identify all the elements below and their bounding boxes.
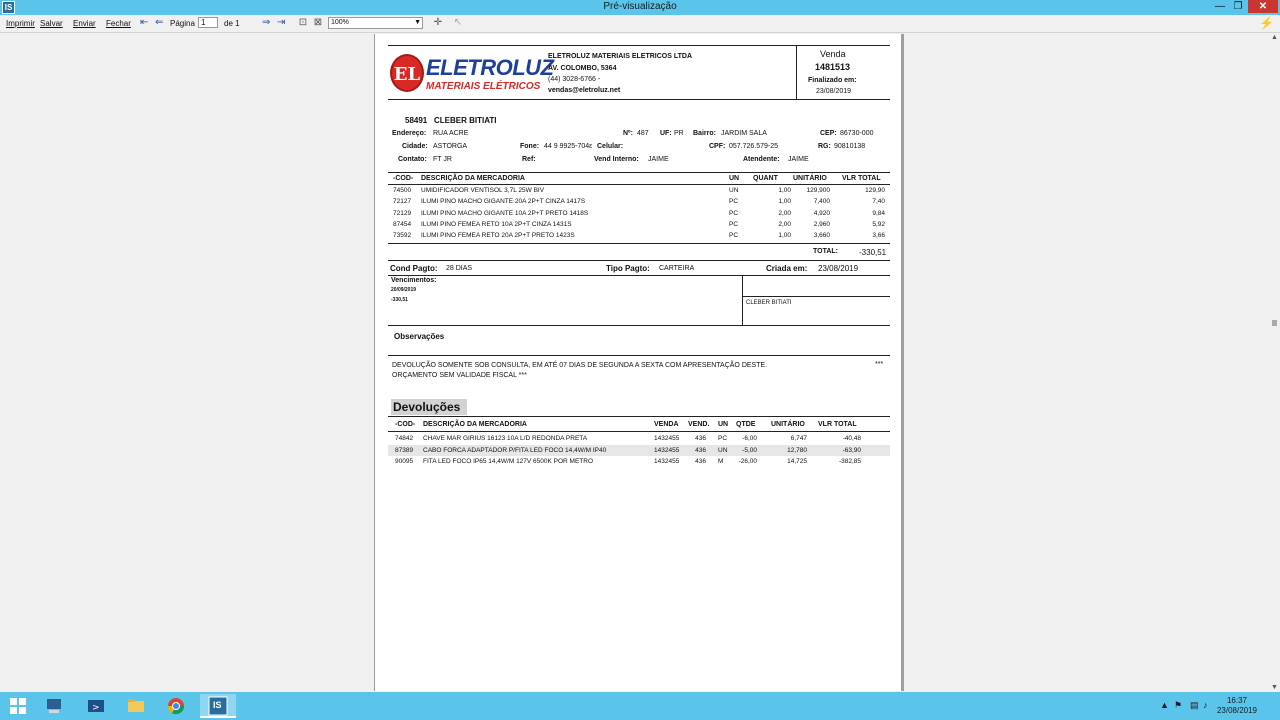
zoom-select[interactable]	[328, 17, 423, 29]
imprimir-button[interactable]: Imprimir	[6, 19, 35, 28]
is-app-label: IS	[213, 700, 222, 710]
dev-venda: 1432455	[654, 435, 680, 442]
flag-icon[interactable]: ⚑	[1174, 700, 1183, 710]
move-icon[interactable]: ✛	[433, 17, 443, 28]
pointer-icon[interactable]: ↖	[453, 17, 463, 28]
cpf-label: CPF:	[709, 143, 726, 150]
company-phone: (44) 3028-6766 -	[548, 76, 601, 83]
item-cod: 74500	[393, 187, 412, 194]
endereco-label: Endereço:	[392, 130, 427, 137]
logo-word: ELETROLUZ	[426, 55, 554, 80]
item-total: 9,84	[872, 209, 885, 217]
vencimento-date: 20/09/2019	[391, 287, 417, 293]
zoom-page-icon[interactable]: ⊡	[298, 17, 308, 28]
dev-col-desc: DESCRIÇÃO DA MERCADORIA	[423, 421, 527, 428]
logo-mark: EL	[393, 64, 421, 85]
items-col-un: UN	[729, 175, 740, 182]
server-manager-icon	[44, 696, 64, 716]
item-quant: 2,00	[778, 209, 791, 217]
dev-vend: 436	[695, 458, 706, 465]
scroll-down-icon[interactable]: ▼	[1271, 684, 1278, 691]
dev-vend: 436	[695, 435, 706, 442]
item-quant: 1,00	[778, 232, 791, 240]
svg-text:>: >	[92, 703, 100, 713]
rg-value: 90810138	[834, 143, 866, 150]
network-icon[interactable]: ▤	[1190, 700, 1199, 710]
numero-label: Nº:	[623, 130, 633, 137]
tipo-pagto-label: Tipo Pagto:	[606, 264, 650, 273]
folder-icon	[126, 696, 146, 716]
rg-label: RG:	[818, 143, 831, 150]
celular-label: Celular:	[597, 143, 624, 150]
uf-label: UF:	[660, 130, 672, 137]
item-quant: 2,00	[778, 220, 791, 228]
dev-col-venda: VENDA	[654, 421, 679, 428]
venda-number: 1481513	[815, 62, 851, 72]
devolucoes-title: Devoluções	[391, 399, 467, 415]
dev-unit: 14,725	[787, 458, 807, 465]
dev-desc: FITA LED FOCO IP65 14,4W/M 127V 6500K POR METRO	[423, 458, 594, 465]
cep-value: 86730-000	[840, 130, 874, 137]
chrome-icon	[166, 696, 186, 716]
item-desc: ILUMI PINO FEMEA RETO 20A 2P+T PRETO 1423S	[421, 232, 575, 240]
vend-interno-value: JAIME	[648, 156, 669, 163]
item-quant: 1,00	[778, 198, 791, 206]
prev-page-icon[interactable]: ⇐	[155, 17, 164, 28]
next-page-icon[interactable]: ⇒	[262, 17, 271, 28]
dev-total: -40,48	[842, 435, 861, 442]
dev-un: PC	[718, 435, 728, 442]
uf-value: PR	[674, 130, 684, 137]
finalizado-label: Finalizado em:	[808, 77, 857, 84]
obs-stars: ***	[875, 361, 884, 368]
numero-value: 487	[637, 130, 649, 137]
item-cod: 72129	[393, 209, 412, 217]
dev-venda: 1432455	[654, 446, 680, 454]
taskbar	[0, 692, 1280, 720]
criada-value: 23/08/2019	[818, 264, 859, 273]
dev-unit: 6,747	[790, 435, 807, 442]
item-un: PC	[729, 220, 739, 228]
dev-qtde: -26,00	[738, 458, 757, 465]
client-name: CLEBER BITIATI	[434, 116, 497, 125]
vertical-scrollbar[interactable]	[1269, 34, 1280, 691]
venda-label: Venda	[820, 49, 846, 59]
last-page-icon[interactable]: ⇥	[277, 17, 286, 28]
first-page-icon[interactable]: ⇤	[140, 17, 149, 28]
obs-label: Observações	[394, 332, 445, 341]
dev-col-cod: -COD-	[395, 421, 416, 428]
dev-un: UN	[718, 446, 728, 454]
item-unit: 129,900	[806, 187, 830, 194]
item-total: 7,40	[872, 198, 885, 206]
finalizado-date: 23/08/2019	[816, 88, 852, 95]
dev-qtde: -5,00	[742, 446, 757, 454]
dev-vend: 436	[695, 446, 706, 454]
taskbar-powershell[interactable]	[78, 694, 114, 718]
company-email: vendas@eletroluz.net	[548, 87, 621, 94]
preview-area	[0, 34, 1280, 691]
obs-line1: DEVOLUÇÃO SOMENTE SOB CONSULTA, EM ATÉ 07 DIAS DE SEGUNDA A SEXTA COM APRESENTAÇÃO DESTE.	[392, 362, 768, 369]
dev-total: -63,90	[842, 446, 861, 454]
items-col-total: VLR TOTAL	[842, 175, 881, 182]
taskbar-chrome[interactable]	[158, 694, 194, 718]
vend-interno-label: Vend Interno:	[594, 156, 639, 163]
total-label: TOTAL:	[813, 248, 839, 255]
clock-time: 16:37	[1226, 696, 1248, 705]
volume-icon[interactable]: ♪	[1203, 700, 1208, 710]
item-desc: UMIDIFICADOR VENTISOL 3,7L 25W BIV	[421, 187, 545, 194]
logo-subtitle: MATERIAIS ELÉTRICOS	[426, 81, 541, 92]
app-icon[interactable]: IS	[2, 1, 15, 14]
items-col-cod: -COD-	[393, 175, 414, 182]
cidade-label: Cidade:	[402, 143, 428, 150]
tray-overflow-icon[interactable]: ▲	[1160, 700, 1169, 710]
contato-label: Contato:	[398, 156, 427, 163]
cidade-value: ASTORGA	[433, 143, 468, 150]
start-button[interactable]	[0, 694, 36, 718]
fone-label: Fone:	[520, 143, 540, 150]
toolbar	[0, 15, 1280, 33]
zoom-width-icon[interactable]: ⊠	[313, 17, 323, 28]
item-un: UN	[729, 187, 739, 194]
windows-icon	[8, 696, 28, 716]
total-value: -330,51	[859, 248, 887, 257]
dev-cod: 87389	[395, 446, 414, 454]
dev-qtde: -6,00	[742, 435, 757, 442]
cep-label: CEP:	[820, 130, 837, 137]
items-col-desc: DESCRIÇÃO DA MERCADORIA	[421, 175, 525, 182]
vencimentos-label: Vencimentos:	[391, 277, 437, 284]
item-unit: 7,400	[813, 198, 830, 206]
dev-cod: 90095	[395, 458, 414, 465]
company-address: AV. COLOMBO, 5364	[548, 65, 617, 72]
dev-col-vend: VEND.	[688, 421, 710, 428]
item-total: 5,92	[872, 220, 885, 228]
contato-value: FT JR	[433, 156, 452, 163]
items-col-quant: QUANT	[753, 175, 778, 182]
item-cod: 72127	[393, 198, 412, 206]
item-un: PC	[729, 198, 739, 206]
window-title: Pré-visualização	[603, 1, 677, 12]
item-desc: ILUMI PINO MACHO GIGANTE 10A 2P+T PRETO 1418S	[421, 209, 589, 217]
bairro-label: Bairro:	[693, 130, 716, 137]
signature-name: CLEBER BITIATI	[746, 300, 792, 306]
atendente-label: Atendente:	[743, 156, 780, 163]
item-unit: 2,960	[813, 220, 830, 228]
taskbar-explorer[interactable]	[118, 694, 154, 718]
item-total: 129,90	[865, 187, 885, 194]
report-page	[374, 34, 904, 691]
ref-label: Ref:	[522, 156, 536, 163]
taskbar-server-manager[interactable]	[36, 694, 72, 718]
tipo-pagto-value: CARTEIRA	[659, 265, 695, 272]
clock-date: 23/08/2019	[1216, 706, 1258, 715]
criada-label: Criada em:	[766, 264, 808, 273]
taskbar-is-app[interactable]	[200, 694, 236, 718]
item-cod: 87454	[393, 220, 412, 228]
maximize-button[interactable]: ❐	[1233, 1, 1243, 12]
clock[interactable]	[1214, 696, 1260, 716]
item-unit: 3,660	[813, 232, 830, 240]
dev-total: -382,85	[838, 458, 861, 465]
item-unit: 4,920	[813, 209, 830, 217]
dev-col-qtde: QTDE	[736, 421, 756, 428]
dev-col-total: VLR TOTAL	[818, 421, 857, 428]
chevron-down-icon[interactable]: ▼	[414, 19, 421, 26]
client-code: 58491	[405, 116, 428, 125]
company-name: ELETROLUZ MATERIAIS ELETRICOS LTDA	[548, 53, 693, 60]
cond-pagto-label: Cond Pagto:	[390, 264, 438, 273]
brand-corner-icon: ⚡	[1259, 16, 1274, 30]
powershell-icon	[86, 696, 106, 716]
item-desc: ILUMI PINO MACHO GIGANTE 20A 2P+T CINZA 1417S	[421, 198, 586, 206]
scroll-thumb[interactable]	[1272, 320, 1277, 326]
cond-pagto-value: 28 DIAS	[446, 265, 473, 272]
enviar-button[interactable]: Enviar	[73, 19, 96, 28]
dev-desc: CHAVE MAR GIRIUS 16123 10A L/D REDONDA PRETA	[423, 435, 588, 442]
pagina-label: Página	[170, 19, 195, 28]
scroll-up-icon[interactable]: ▲	[1271, 34, 1278, 41]
item-cod: 73592	[393, 232, 412, 240]
items-col-unit: UNITÁRIO	[793, 175, 827, 182]
endereco-value: RUA ACRE	[433, 130, 469, 137]
dev-venda: 1432455	[654, 458, 680, 465]
page-count: de 1	[224, 19, 240, 28]
item-un: PC	[729, 232, 739, 240]
dev-unit: 12,780	[787, 446, 807, 454]
dev-col-un: UN	[718, 421, 729, 428]
cpf-value: 057.726.579-25	[729, 143, 779, 150]
close-button[interactable]: ✕	[1248, 0, 1278, 13]
salvar-button[interactable]: Salvar	[40, 19, 63, 28]
atendente-value: JAIME	[788, 156, 809, 163]
vencimento-value: -330,51	[391, 297, 408, 303]
fechar-button[interactable]: Fechar	[106, 19, 131, 28]
obs-line2: ORÇAMENTO SEM VALIDADE FISCAL ***	[392, 372, 527, 379]
company-logo	[390, 51, 554, 95]
dev-cod: 74842	[395, 435, 414, 442]
item-desc: ILUMI PINO FEMEA RETO 10A 2P+T CINZA 1431S	[421, 220, 572, 228]
dev-col-unit: UNITÁRIO	[771, 421, 805, 428]
zoom-value: 100%	[331, 19, 349, 26]
fone-value: 44 9 9925-704ε	[544, 143, 593, 150]
item-quant: 1,00	[778, 187, 791, 194]
title-bar	[0, 0, 1280, 15]
page-input[interactable]: 1	[198, 17, 218, 28]
dev-un: M	[718, 458, 724, 465]
dev-desc: CABO FORCA ADAPTADOR P/FITA LED FOCO 14,4W/M IP40	[423, 446, 607, 454]
item-total: 3,66	[872, 232, 885, 240]
minimize-button[interactable]: —	[1215, 1, 1225, 12]
logo-mark-icon	[390, 54, 424, 92]
item-un: PC	[729, 209, 739, 217]
bairro-value: JARDIM SALA	[721, 130, 767, 137]
